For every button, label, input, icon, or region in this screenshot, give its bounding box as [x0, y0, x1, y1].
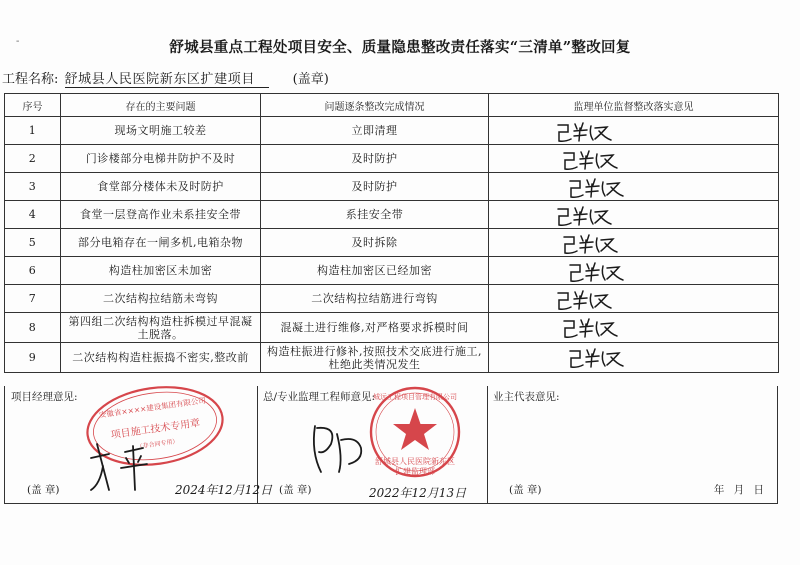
pm-red-seal [82, 379, 227, 473]
signature-strip [4, 386, 778, 504]
row-supervision-handwriting [489, 257, 779, 285]
handwritten-check-mark [489, 173, 779, 202]
supervisor-handwritten-date [368, 486, 467, 500]
header-issue: 存在的主要问题 [61, 94, 261, 117]
supervisor-seal-dept: 舒城县人民医院新东区 [375, 457, 455, 466]
row-issue [61, 313, 261, 343]
table-header-row [5, 94, 779, 117]
pm-seal-company: 安徽省××××建设集团有限公司 [98, 395, 207, 420]
row-no [5, 229, 61, 257]
header-rectification: 问题逐条整改完成情况 [261, 94, 489, 117]
supervisor-red-seal [371, 388, 459, 476]
row-supervision-handwriting [489, 343, 779, 373]
row-no [5, 343, 61, 373]
row-no-text: 6 [28, 264, 37, 277]
row-rectification-text: 立即清理 [351, 124, 398, 137]
handwritten-check-text: 已整改 [489, 117, 492, 118]
row-rectification [261, 313, 489, 343]
table-row [5, 145, 779, 173]
handwritten-check-mark [489, 343, 779, 372]
row-rectification-text: 二次结构拉结筋进行弯钩 [311, 292, 438, 305]
row-issue [61, 117, 261, 145]
owner-date-placeholder: 年 月 日 [713, 484, 767, 496]
supervisor-opinion-cell [257, 386, 488, 503]
supervisor-seal-dept2: 扩建监理部 [395, 467, 435, 476]
supervisor-seal-company: 城远工程项目管理有限公司 [373, 393, 457, 401]
handwritten-check-text: 已整改 [489, 173, 492, 174]
table-row [5, 173, 779, 201]
row-issue-text: 二次结构拉结筋未弯钩 [103, 292, 218, 305]
handwritten-check-mark [489, 145, 779, 174]
row-supervision-handwriting [489, 229, 779, 257]
pm-seal-purpose: 项目施工技术专用章 [110, 417, 201, 442]
table-row [5, 313, 779, 343]
handwritten-check-mark [489, 201, 779, 230]
header-supervision: 监理单位监督整改落实意见 [489, 94, 779, 117]
handwritten-check-text: 已整改 [489, 343, 492, 344]
handwritten-check-text: 已整改 [489, 257, 492, 258]
row-no-text: 5 [28, 236, 37, 249]
row-no [5, 173, 61, 201]
owner-opinion-cell [487, 386, 777, 503]
row-no-text: 9 [28, 351, 37, 364]
row-issue-text: 部分电箱存在一闸多机,电箱杂物 [78, 236, 243, 249]
pm-opinion-label: 项目经理意见: [11, 391, 78, 403]
handwritten-check-mark [489, 313, 779, 342]
row-rectification-text: 混凝土进行维修,对严格要求拆模时间 [280, 321, 469, 334]
row-issue [61, 229, 261, 257]
row-issue-text: 食堂一层登高作业未系挂安全带 [80, 208, 241, 221]
row-rectification-text: 构造柱加密区已经加密 [317, 264, 432, 277]
project-seal-note: (盖章) [292, 72, 329, 87]
pm-handwritten-signature [91, 444, 147, 490]
row-rectification-text: 及时防护 [351, 180, 398, 193]
table-row [5, 117, 779, 145]
table-row [5, 343, 779, 373]
row-issue-text: 构造柱加密区未加密 [108, 264, 213, 277]
supervisor-stamp-note: (盖 章) [279, 484, 312, 496]
row-rectification-text: 构造柱振进行修补,按照技术交底进行施工,杜绝此类情况发生 [267, 344, 482, 371]
row-issue-text: 食堂部分楼体未及时防护 [97, 180, 224, 193]
owner-stamp-note: (盖 章) [509, 484, 542, 496]
project-label: 工程名称: [2, 72, 59, 87]
row-no [5, 117, 61, 145]
row-rectification-text: 及时拆除 [351, 236, 398, 249]
row-rectification-text: 系挂安全带 [345, 208, 404, 221]
rectification-table [4, 93, 779, 373]
row-supervision-handwriting [489, 117, 779, 145]
row-no-text: 3 [28, 180, 37, 193]
table-row [5, 229, 779, 257]
row-no [5, 201, 61, 229]
row-no [5, 257, 61, 285]
row-no [5, 285, 61, 313]
row-rectification [261, 173, 489, 201]
handwritten-check-text: 已整改 [489, 229, 492, 230]
row-supervision-handwriting [489, 145, 779, 173]
handwritten-check-mark [489, 229, 779, 258]
supervisor-seal-star [393, 408, 437, 450]
row-issue-text: 第四组二次结构构造柱拆模过早混凝土脱落。 [68, 314, 253, 341]
handwritten-check-mark [489, 257, 779, 286]
table-row [5, 285, 779, 313]
row-rectification [261, 145, 489, 173]
pm-stamp-note: (盖 章) [27, 484, 60, 496]
row-supervision-handwriting [489, 313, 779, 343]
row-issue-text: 二次结构构造柱振捣不密实,整改前 [72, 351, 249, 364]
row-issue [61, 285, 261, 313]
row-issue [61, 257, 261, 285]
scan-corner-mark: - [16, 36, 20, 47]
row-issue-text: 门诊楼部分电梯井防护不及时 [85, 152, 236, 165]
row-issue [61, 145, 261, 173]
table-row [5, 257, 779, 285]
row-issue-text: 现场文明施工较差 [114, 124, 207, 137]
row-no [5, 145, 61, 173]
row-rectification [261, 229, 489, 257]
handwritten-check-text: 已整改 [489, 285, 492, 286]
row-rectification [261, 117, 489, 145]
row-no-text: 1 [28, 124, 37, 137]
handwritten-check-mark [489, 285, 779, 314]
row-supervision-handwriting [489, 201, 779, 229]
row-rectification [261, 343, 489, 373]
row-no-text: 4 [28, 208, 37, 221]
row-rectification-text: 及时防护 [351, 152, 398, 165]
row-issue [61, 173, 261, 201]
project-name: 舒城县人民医院新东区扩建项目 [65, 68, 269, 88]
supervisor-opinion-label: 总/专业监理工程师意见: [263, 391, 376, 403]
handwritten-check-text: 已整改 [489, 201, 492, 202]
document-title: 舒城县重点工程处项目安全、质量隐患整改责任落实“三清单”整改回复 [169, 39, 631, 56]
row-no-text: 8 [28, 321, 37, 334]
table-row [5, 201, 779, 229]
row-no-text: 7 [28, 292, 37, 305]
owner-opinion-label: 业主代表意见: [493, 391, 560, 403]
row-rectification [261, 285, 489, 313]
row-rectification [261, 257, 489, 285]
row-issue [61, 201, 261, 229]
row-no-text: 2 [28, 152, 37, 165]
supervisor-handwritten-signature [314, 426, 361, 472]
pm-seal-note: （非合同专用） [136, 437, 179, 451]
header-no: 序号 [5, 94, 61, 117]
row-no [5, 313, 61, 343]
row-supervision-handwriting [489, 285, 779, 313]
pm-date-text: 2024年12月12日 [175, 483, 273, 497]
handwritten-check-text: 已整改 [489, 313, 492, 314]
row-issue [61, 343, 261, 373]
handwritten-check-text: 已整改 [489, 145, 492, 146]
project-line [2, 68, 329, 88]
supervisor-date-text: 2022年12月13日 [369, 486, 467, 500]
handwritten-check-mark [489, 117, 779, 146]
row-supervision-handwriting [489, 173, 779, 201]
row-rectification [261, 201, 489, 229]
pm-opinion-cell [5, 386, 273, 503]
